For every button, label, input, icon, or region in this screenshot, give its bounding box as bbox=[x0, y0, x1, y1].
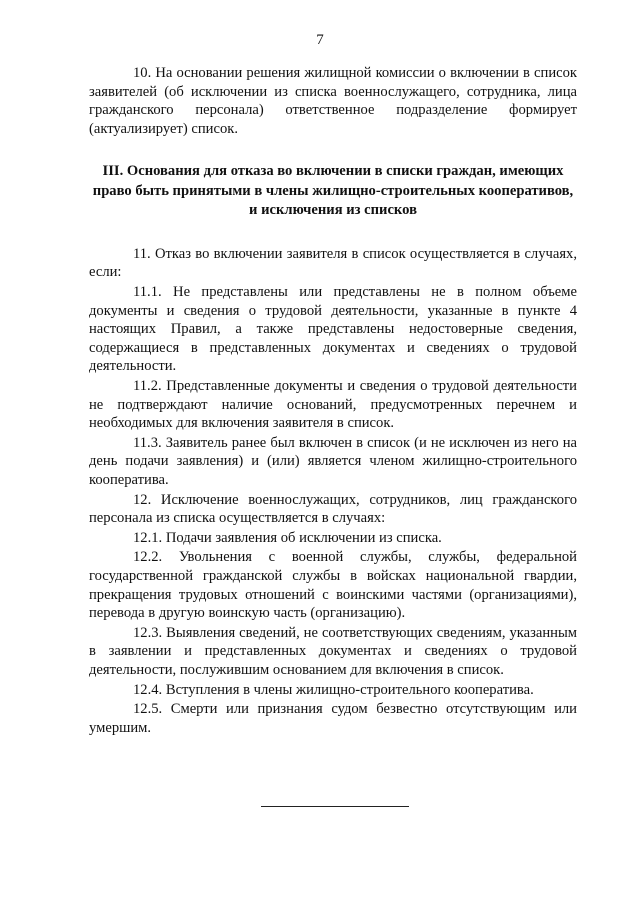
paragraph-12-5: 12.5. Смерти или признания судом безвестно отсутствующим или умершим. bbox=[89, 701, 577, 736]
paragraph-11-3: 11.3. Заявитель ранее был включен в список (и не исключен из него на день подачи заявления) и (или) является членом жилищно-строительного кооператива. bbox=[89, 434, 577, 488]
paragraph-12-1: 12.1. Подачи заявления об исключении из списка. bbox=[133, 529, 442, 546]
document-body bbox=[89, 64, 577, 737]
paragraph-11-1: 11.1. Не представлены или представлены не в полном объеме документы и сведения о трудовой деятельности, указанные в пункте 4 настоящих Правил, а также представлены недостоверные сведения, содержащиеся в представленных документах и сведениях о трудовой деятельности. bbox=[89, 284, 577, 375]
paragraph-12: 12. Исключение военнослужащих, сотрудников, лиц гражданского персонала из списка осуществляется в случаях: bbox=[89, 491, 577, 527]
paragraph-12-4: 12.4. Вступления в члены жилищно-строительного кооператива. bbox=[133, 681, 534, 698]
paragraph-12-2: 12.2. Увольнения с военной службы, службы, федеральной государственной гражданской службы в войсках национальной гвардии, прекращения трудовых отношений с воинскими частями (организациями), перевода в другую воинскую часть (организацию). bbox=[89, 549, 577, 622]
paragraph-11-2: 11.2. Представленные документы и сведения о трудовой деятельности не подтверждают наличие оснований, предусмотренных перечнем и необходимых для включения заявителя в список. bbox=[89, 378, 577, 432]
paragraph-11: 11. Отказ во включении заявителя в список осуществляется в случаях, если: bbox=[89, 245, 577, 281]
end-of-text-rule bbox=[261, 806, 409, 807]
section-heading: III. Основания для отказа во включении в списки граждан, имеющих право быть принятыми в члены жилищно-строительных кооперативов, и исключения из списков bbox=[92, 163, 574, 219]
paragraph-10: 10. На основании решения жилищной комиссии о включении в список заявителей (об исключении из списка военнослужащего, сотрудника, лица гражданского персонала) ответственное подразделение формирует (актуализирует) список. bbox=[89, 65, 577, 137]
page-number: 7 bbox=[316, 32, 324, 48]
paragraph-12-3: 12.3. Выявления сведений, не соответствующих сведениям, указанным в заявлении и представленных документах и сведениях о трудовой деятельности, послужившим основанием для включения в список. bbox=[89, 624, 577, 678]
